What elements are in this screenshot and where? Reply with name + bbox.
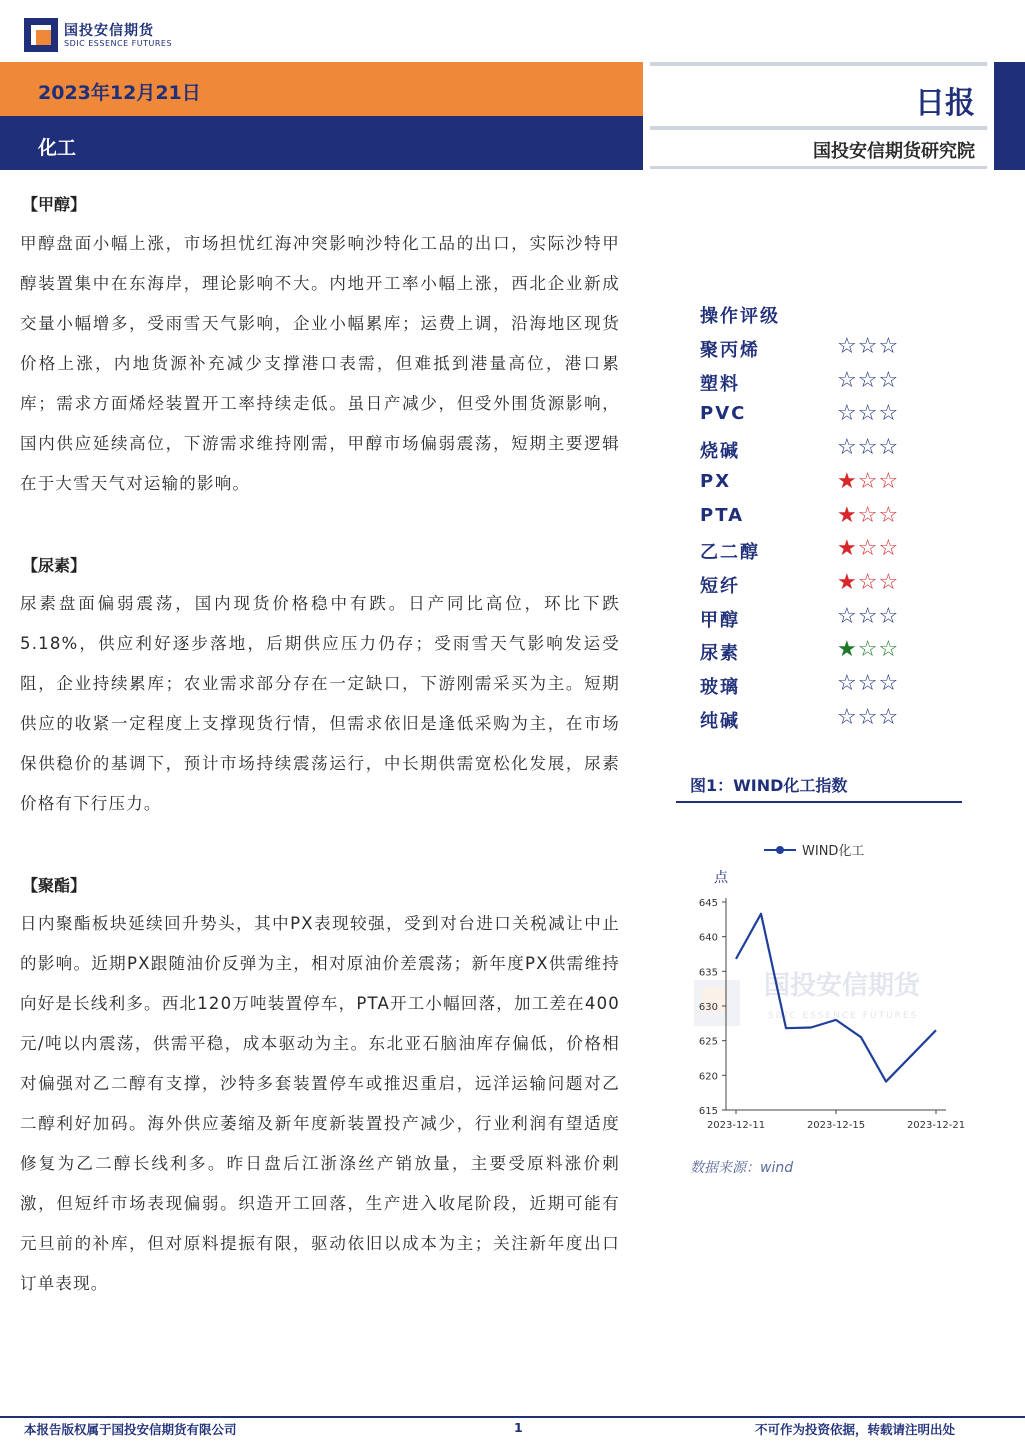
figure-divider — [676, 801, 962, 803]
star-outline-icon: ☆ — [878, 704, 900, 730]
rating-title: 操作评级 — [700, 306, 780, 327]
section-title-polyester: 【聚酯】 — [22, 876, 87, 895]
rating-stars-icon — [837, 503, 899, 528]
rating-label: 乙二醇 — [700, 542, 760, 564]
rating-label: 甲醇 — [700, 609, 740, 631]
rating-row — [700, 639, 950, 671]
star-outline-icon: ☆ — [878, 603, 900, 629]
logo-subtitle: SDIC ESSENCE FUTURES — [64, 39, 173, 48]
section-name: 化工 — [38, 137, 77, 159]
rating-stars-icon — [837, 469, 899, 494]
star-filled-icon: ★ — [837, 569, 858, 595]
report-type: 日报 — [915, 86, 975, 121]
star-filled-icon: ★ — [837, 502, 858, 528]
star-outline-icon: ☆ — [837, 603, 858, 629]
section-body-urea: 尿素盘面偏弱震荡，国内现货价格稳中有跌。日产同比高位，环比下跌5.18%，供应利好逐步落地，后期供应压力仍存；受雨雪天气影响发运受阻，企业持续累库；农业需求部分存在一定缺口，下游刚需采买为主。短期供应的收紧一定程度上支撑现货行情，但需求依旧是逢低采购为主，在市场保供稳价的基调下，预计市场持续震荡运行，中长期供需宽松化发展，尿素价格有下行压力。 — [20, 594, 620, 813]
header-divider — [650, 126, 987, 130]
rating-row — [700, 704, 950, 739]
star-outline-icon: ☆ — [878, 569, 900, 595]
x-tick-label: 2023-12-11 — [706, 1120, 766, 1131]
rating-stars-icon — [837, 671, 899, 696]
x-tick-label: 2023-12-21 — [906, 1120, 966, 1131]
rating-label: 尿素 — [700, 643, 740, 665]
star-outline-icon: ☆ — [857, 536, 879, 562]
figure-title: 图1：WIND化工指数 — [690, 776, 848, 795]
institute-name: 国投安信期货研究院 — [813, 141, 975, 162]
star-outline-icon: ☆ — [857, 637, 879, 663]
section-body-polyester: 日内聚酯板块延续回升势头，其中PX表现较强，受到对台进口关税减让中止的影响。近期PX跟随油价反弹为主，相对原油价差震荡；新年度PX供需维持向好是长线利多。西北120万吨装置停车，PTA开工小幅回落，加工差在400元/吨以内震荡，供需平稳，成本驱动为主。东北亚石脑油库存偏低，价格相对偏强对乙二醇有支撑，沙特多套装置停车或推迟重启，远洋运输问题对乙二醇利好加码。海外供应萎缩及新年度新装置投产减少，行业利润有望适度修复为乙二醇长线利多。昨日盘后江浙涤丝产销放量，主要受原料涨价刺激，但短纤市场表现偏弱。织造开工回落，生产进入收尾阶段，近期可能有元旦前的补库，但对原料提振有限，驱动依旧以成本为主；关注新年度出口订单表现。 — [20, 914, 620, 1293]
rating-label: 烧碱 — [700, 441, 740, 463]
rating-label: PTA — [700, 504, 745, 526]
rating-label: 塑料 — [700, 373, 740, 395]
logo-name: 国投安信期货 — [64, 23, 154, 39]
x-tick-label: 2023-12-15 — [806, 1120, 866, 1131]
rating-stars-icon — [837, 401, 899, 426]
footer-copyright: 本报告版权属于国投安信期货有限公司 — [24, 1422, 237, 1437]
rating-stars-icon — [837, 435, 899, 460]
star-outline-icon: ☆ — [878, 468, 900, 494]
legend-marker — [776, 846, 784, 854]
star-filled-icon: ★ — [837, 468, 858, 494]
star-outline-icon: ☆ — [857, 671, 879, 696]
report-date: 2023年12月21日 — [38, 82, 201, 104]
y-axis-label: 点 — [714, 870, 728, 886]
star-outline-icon: ☆ — [857, 704, 879, 730]
header-divider — [650, 62, 987, 66]
section-body-methanol: 甲醇盘面小幅上涨，市场担忧红海冲突影响沙特化工品的出口，实际沙特甲醇装置集中在东海岸，理论影响不大。内地开工率小幅上涨，西北企业新成交量小幅增多，受雨雪天气影响，企业小幅累库；运费上调，沿海地区现货价格上涨，内地货源补充减少支撑港口表需，但难抵到港量高位，港口累库；需求方面烯烃装置开工率持续走低。虽日产减少，但受外围货源影响，国内供应延续高位，下游需求维持刚需，甲醇市场偏弱震荡，短期主要逻辑在于大雪天气对运输的影响。 — [20, 234, 620, 493]
star-outline-icon: ☆ — [878, 637, 900, 663]
star-outline-icon: ☆ — [857, 502, 879, 528]
y-tick-label: 630 — [698, 1002, 718, 1013]
section-title-methanol: 【甲醇】 — [22, 195, 87, 214]
y-tick-label: 645 — [698, 898, 718, 909]
section-banner — [0, 116, 643, 170]
rating-row — [700, 603, 950, 638]
logo-icon — [24, 18, 58, 52]
star-outline-icon: ☆ — [837, 671, 858, 696]
rating-label: 玻璃 — [700, 677, 740, 698]
rating-stars-icon — [837, 536, 899, 561]
rating-row — [700, 367, 950, 402]
star-outline-icon: ☆ — [878, 671, 900, 696]
y-tick-label: 640 — [698, 932, 718, 944]
rating-row — [700, 468, 950, 503]
rating-stars-icon — [837, 637, 899, 662]
star-outline-icon: ☆ — [878, 367, 900, 393]
rating-row — [700, 673, 950, 705]
rating-label: 聚丙烯 — [700, 340, 760, 361]
star-outline-icon: ☆ — [878, 401, 900, 427]
rating-stars-icon — [837, 570, 899, 595]
rating-row — [700, 569, 950, 604]
y-tick-label: 615 — [698, 1106, 718, 1117]
rating-row — [700, 538, 950, 570]
rating-label: PVC — [700, 403, 747, 425]
star-outline-icon: ☆ — [857, 468, 879, 494]
star-outline-icon: ☆ — [837, 367, 858, 393]
star-outline-icon: ☆ — [878, 502, 900, 528]
line-chart — [676, 830, 966, 1150]
rating-label: 纯碱 — [700, 710, 740, 732]
footer-divider — [0, 1416, 1025, 1418]
star-outline-icon: ☆ — [878, 334, 900, 359]
y-tick-label: 635 — [698, 967, 718, 979]
page-number: 1 — [514, 1420, 523, 1435]
rating-row — [700, 403, 950, 435]
star-filled-icon: ★ — [837, 536, 858, 562]
star-outline-icon: ☆ — [857, 569, 879, 595]
header-edge-block — [994, 62, 1025, 170]
rating-stars-icon — [837, 604, 899, 629]
star-outline-icon: ☆ — [857, 334, 879, 359]
watermark-subtitle: SDIC ESSENCE FUTURES — [768, 1011, 919, 1021]
star-outline-icon: ☆ — [837, 334, 858, 359]
legend-label: WIND化工 — [802, 844, 865, 859]
star-filled-icon: ★ — [837, 637, 858, 663]
rating-stars-icon — [837, 334, 899, 359]
rating-stars-icon — [837, 368, 899, 393]
star-outline-icon: ☆ — [837, 401, 858, 427]
watermark-text: 国投安信期货 — [764, 971, 921, 1001]
data-source: 数据来源：wind — [690, 1160, 794, 1176]
section-title-urea: 【尿素】 — [22, 556, 87, 575]
company-logo — [24, 18, 204, 52]
star-outline-icon: ☆ — [878, 536, 900, 562]
star-outline-icon: ☆ — [857, 401, 879, 427]
footer-disclaimer: 不可作为投资依据，转载请注明出处 — [755, 1422, 956, 1437]
star-outline-icon: ☆ — [837, 435, 858, 461]
star-outline-icon: ☆ — [857, 603, 879, 629]
star-outline-icon: ☆ — [857, 435, 879, 461]
star-outline-icon: ☆ — [878, 435, 900, 461]
rating-row — [700, 336, 950, 368]
y-tick-label: 620 — [698, 1071, 718, 1083]
rating-stars-icon — [837, 705, 899, 730]
rating-label: PX — [700, 470, 732, 492]
rating-row — [700, 502, 950, 537]
rating-row — [700, 437, 950, 469]
y-tick-label: 625 — [698, 1036, 718, 1048]
star-outline-icon: ☆ — [857, 367, 879, 393]
header-divider — [650, 166, 987, 169]
rating-label: 短纤 — [700, 575, 740, 597]
star-outline-icon: ☆ — [837, 704, 858, 730]
